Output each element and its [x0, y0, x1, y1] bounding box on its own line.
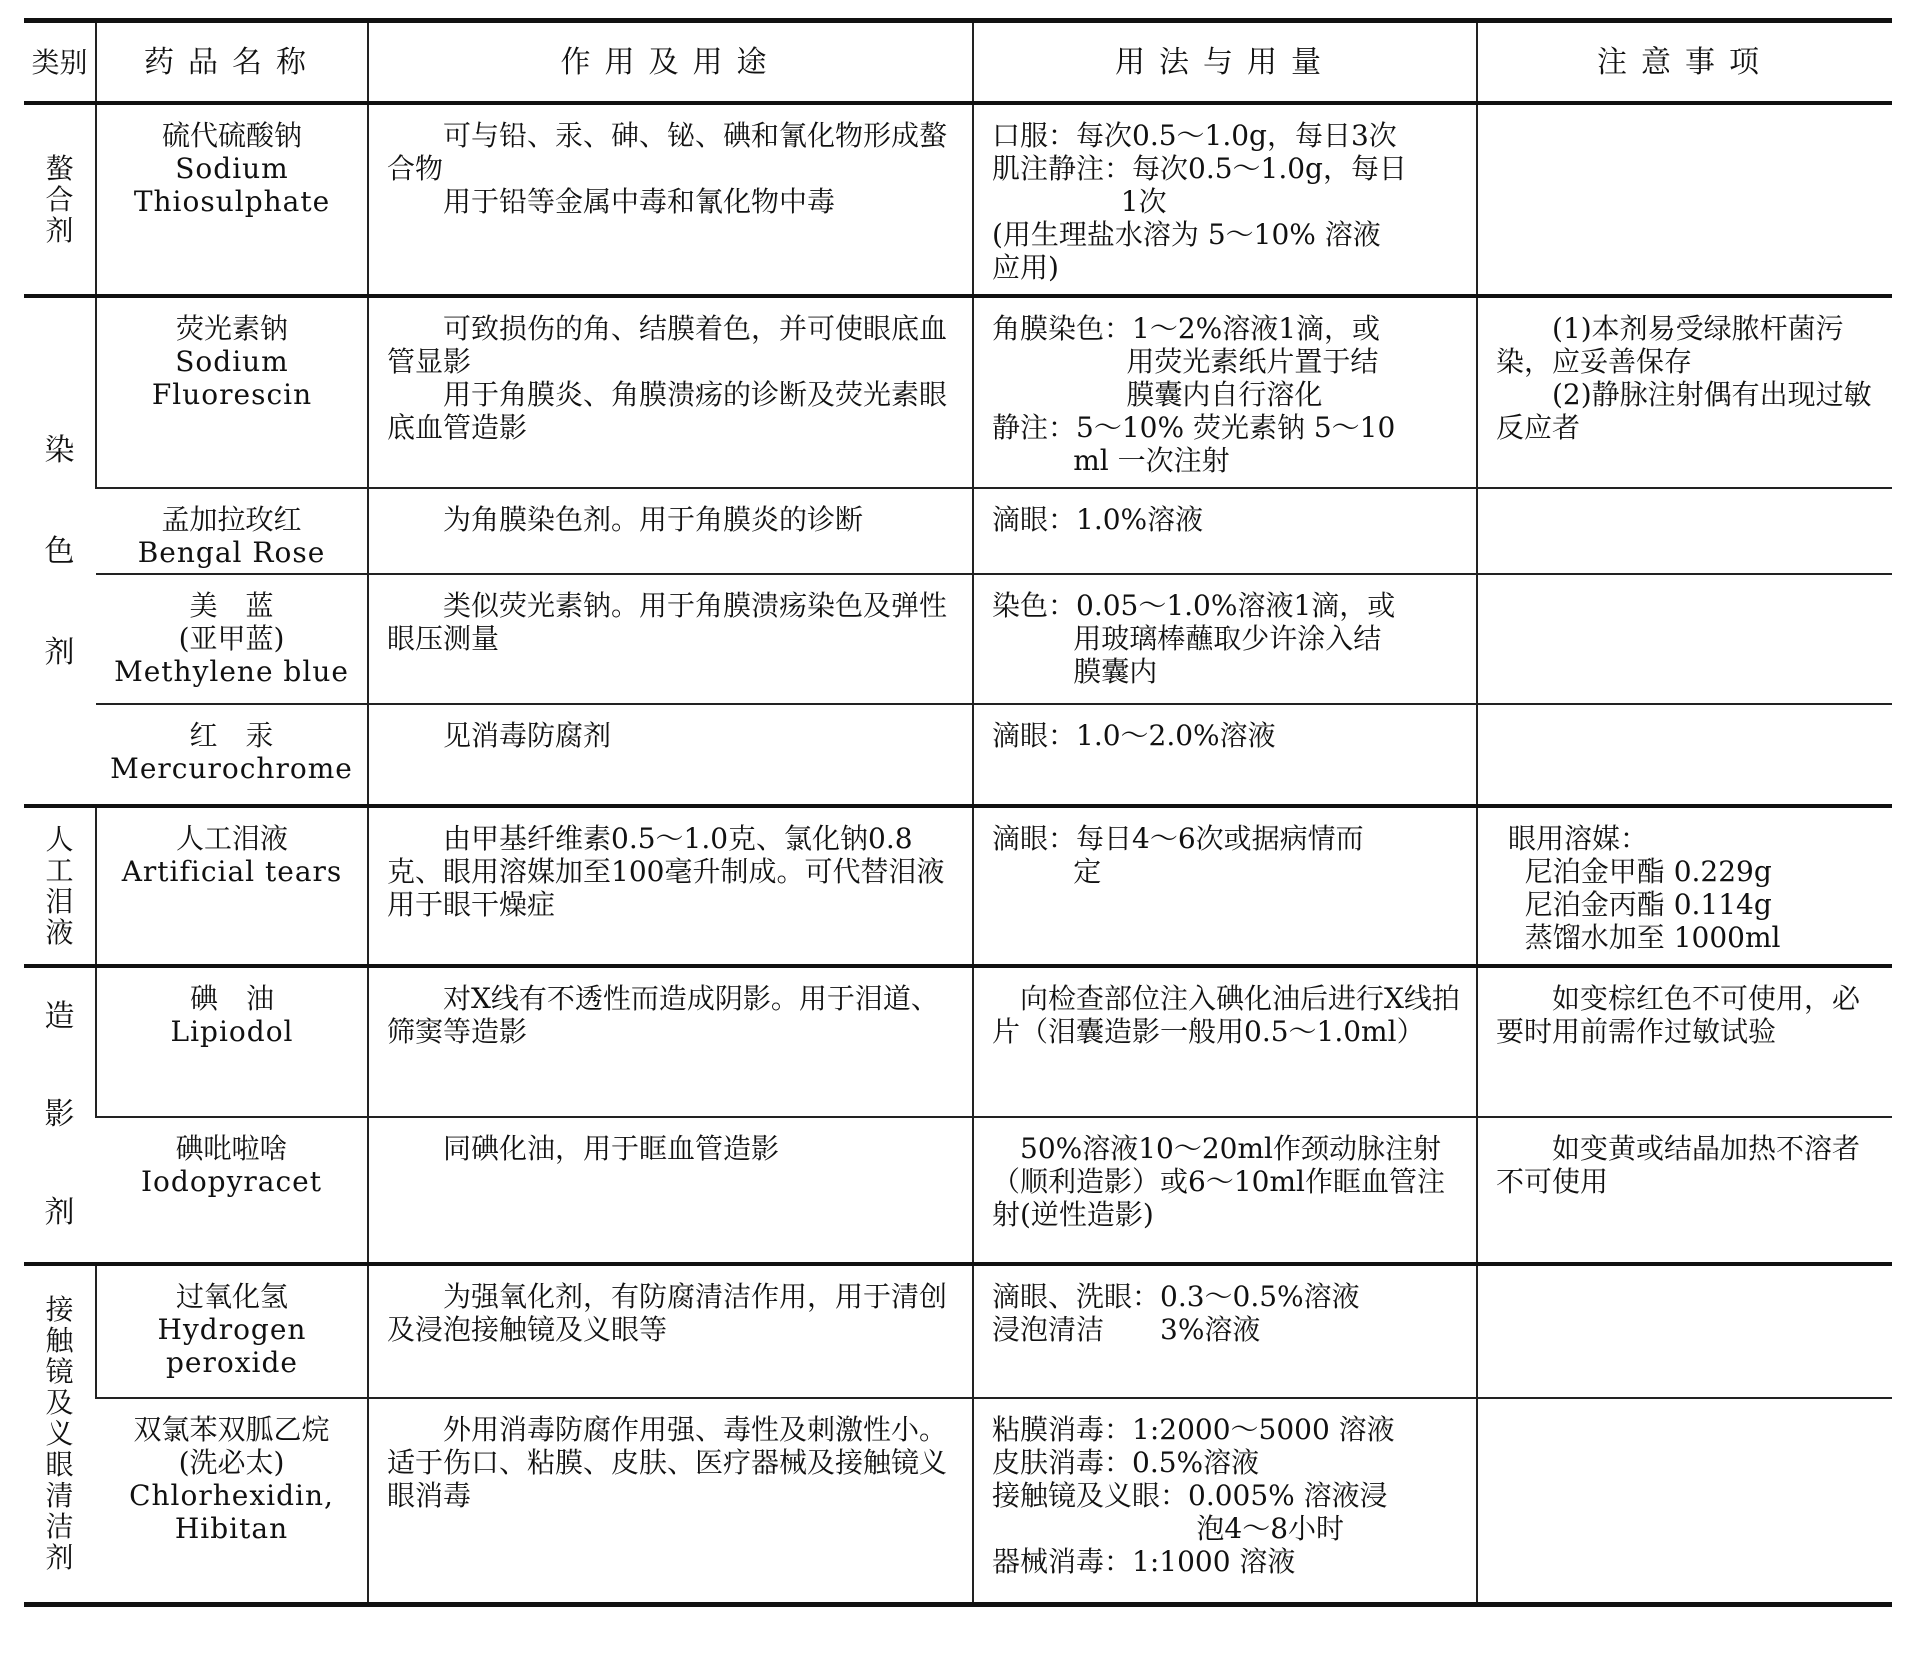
- dosage-cell: [973, 296, 1477, 488]
- drug-name-cell: [96, 1117, 368, 1264]
- action-text: 类似荧光素钠。用于角膜溃疡染色及弹性眼压测量: [387, 589, 948, 655]
- action-cell: [368, 488, 973, 574]
- category-glyph: 泪: [45, 885, 74, 918]
- action-cell: [368, 704, 973, 806]
- category-glyph: 液: [45, 916, 74, 949]
- drug-name-cell: [96, 806, 368, 966]
- dosage-text: 滴眼：1.0～2.0%溶液: [992, 719, 1276, 752]
- table-row: [24, 1264, 1892, 1398]
- action-text: 用于铅等金属中毒和氰化物中毒: [443, 185, 836, 218]
- table-row: [24, 704, 1892, 806]
- group-lens-cleaning-agents: [24, 1264, 1892, 1604]
- category-glyph: 镜: [45, 1355, 74, 1389]
- category-glyph: 螯: [45, 152, 74, 185]
- dosage-text: 滴眼：1.0%溶液: [992, 503, 1204, 536]
- category-glyph: 洁: [45, 1510, 74, 1544]
- header-drug-name: 药品名称: [96, 21, 368, 104]
- dosage-text: 膜囊内: [1073, 655, 1158, 688]
- drug-name-alias: (洗必太): [178, 1446, 285, 1479]
- dosage-cell: [973, 488, 1477, 574]
- dosage-text: 泡4～8小时: [1196, 1512, 1345, 1545]
- category-glyph: 染: [44, 432, 75, 468]
- dosage-text: 器械消毒：1:1000 溶液: [992, 1545, 1296, 1578]
- dosage-text: 染色：0.05～1.0%溶液1滴，或: [992, 589, 1396, 622]
- action-text: 为角膜染色剂。用于角膜炎的诊断: [443, 503, 864, 536]
- drug-name-en: Bengal Rose: [137, 536, 326, 569]
- drug-name-cn: 过氧化氢: [175, 1280, 288, 1313]
- header-dosage: 用法与用量: [973, 21, 1477, 104]
- header-action-use: 作用及用途: [368, 21, 973, 104]
- dosage-cell: [973, 1398, 1477, 1604]
- category-cell: [24, 103, 96, 296]
- dosage-text: ml 一次注射: [1073, 444, 1230, 477]
- table-row: [24, 296, 1892, 488]
- dosage-text: 口服：每次0.5～1.0g，每日3次: [992, 119, 1397, 152]
- table-row: [24, 488, 1892, 574]
- category-glyph: 影: [44, 1097, 75, 1132]
- drug-name-en: Mercurochrome: [110, 752, 353, 785]
- notes-cell: [1477, 966, 1892, 1117]
- table-row: [24, 103, 1892, 296]
- drug-name-cell: [96, 574, 368, 704]
- drug-name-en: Methylene blue: [114, 655, 349, 688]
- notes-cell: [1477, 806, 1892, 966]
- action-text: 对X线有不透性而造成阴影。用于泪道、筛窦等造影: [387, 982, 939, 1048]
- category-cell: [24, 806, 96, 966]
- dosage-text: 滴眼、洗眼：0.3～0.5%溶液: [992, 1280, 1360, 1313]
- drug-name-cell: [96, 1398, 368, 1604]
- notes-text: 尼泊金丙酯 0.114g: [1524, 888, 1772, 921]
- category-label: [24, 400, 95, 703]
- drug-table-page: [24, 18, 1892, 1638]
- action-cell: [368, 1398, 973, 1604]
- action-cell: [368, 966, 973, 1117]
- category-glyph: 眼: [45, 1448, 74, 1482]
- dosage-text: 用玻璃棒蘸取少许涂入结: [1073, 622, 1382, 655]
- category-cell: [24, 966, 96, 1264]
- action-cell: [368, 1117, 973, 1264]
- dosage-text: 粘膜消毒：1:2000～5000 溶液: [992, 1413, 1395, 1446]
- table-row: [24, 574, 1892, 704]
- category-glyph: 造: [44, 999, 75, 1034]
- dosage-text: 滴眼：每日4～6次或据病情而: [992, 822, 1364, 855]
- category-label: [24, 968, 95, 1262]
- drug-name-cn: 碘 油: [189, 982, 274, 1015]
- drug-name-en: Fluorescin: [151, 378, 313, 411]
- table-row: [24, 1398, 1892, 1604]
- notes-cell: [1477, 103, 1892, 296]
- dosage-text: 接触镜及义眼：0.005% 溶液浸: [992, 1479, 1388, 1512]
- drug-name-en: Lipiodol: [170, 1015, 294, 1048]
- table-row: [24, 806, 1892, 966]
- category-glyph: 及: [45, 1386, 74, 1420]
- dosage-text: 皮肤消毒：0.5%溶液: [992, 1446, 1260, 1479]
- notes-text: 如变黄或结晶加热不溶者不可使用: [1496, 1132, 1861, 1199]
- group-chelating-agents: [24, 103, 1892, 296]
- dosage-cell: [973, 704, 1477, 806]
- drug-name-alias: (亚甲蓝): [178, 622, 285, 655]
- drug-name-en: Thiosulphate: [133, 185, 331, 218]
- notes-text: (1)本剂易受绿脓杆菌污染，应妥善保存: [1496, 312, 1844, 378]
- category-label: [24, 153, 95, 246]
- notes-cell: [1477, 574, 1892, 704]
- dosage-cell: [973, 806, 1477, 966]
- dosage-cell: [973, 103, 1477, 296]
- category-label: [24, 1294, 95, 1573]
- action-cell: [368, 806, 973, 966]
- category-glyph: 义: [45, 1417, 74, 1451]
- drug-name-en: Hydrogen: [157, 1313, 307, 1346]
- category-glyph: 剂: [45, 1541, 74, 1575]
- category-glyph: 工: [45, 854, 74, 887]
- action-text: 见消毒防腐剂: [443, 719, 612, 752]
- action-text: 由甲基纤维素0.5～1.0克、氯化钠0.8克、眼用溶媒加至100毫升制成。可代替泪液用于眼干燥症: [387, 822, 945, 921]
- drug-name-cn: 人工泪液: [175, 822, 288, 855]
- action-cell: [368, 1264, 973, 1398]
- table-row: [24, 1117, 1892, 1264]
- drug-name-cn: 荧光素钠: [175, 312, 288, 345]
- category-glyph: 合: [45, 183, 74, 216]
- dosage-text: 浸泡清洁 3%溶液: [992, 1313, 1261, 1346]
- dosage-text: 肌注静注：每次0.5～1.0g，每日: [992, 152, 1407, 185]
- group-artificial-tears: [24, 806, 1892, 966]
- action-cell: [368, 103, 973, 296]
- dosage-text: 静注：5～10% 荧光素钠 5～10: [992, 411, 1396, 444]
- dosage-cell: [973, 1264, 1477, 1398]
- drug-table: [24, 18, 1892, 1607]
- dosage-text: 定: [1073, 855, 1102, 888]
- drug-name-cell: [96, 103, 368, 296]
- drug-name-en: Artificial tears: [121, 855, 343, 888]
- drug-name-en: Sodium: [175, 152, 289, 185]
- dosage-text: 用荧光素纸片置于结: [1126, 345, 1379, 378]
- notes-cell: [1477, 704, 1892, 806]
- notes-cell: [1477, 1264, 1892, 1398]
- category-glyph: 人: [45, 823, 74, 856]
- table-header: [24, 21, 1892, 104]
- dosage-cell: [973, 966, 1477, 1117]
- group-contrast-agents: [24, 966, 1892, 1264]
- category-glyph: 清: [45, 1479, 74, 1513]
- notes-text: (2)静脉注射偶有出现过敏反应者: [1496, 378, 1872, 444]
- dosage-text: (用生理盐水溶为 5～10% 溶液: [992, 218, 1381, 251]
- drug-name-cn: 孟加拉玫红: [161, 503, 302, 536]
- header-category: 类别: [31, 45, 88, 79]
- drug-name-en: Chlorhexidin,: [129, 1479, 334, 1512]
- header-notes: 注意事项: [1477, 21, 1892, 104]
- dosage-text: 角膜染色：1～2%溶液1滴，或: [992, 312, 1381, 345]
- drug-name-cn: 双氯苯双胍乙烷: [133, 1413, 330, 1446]
- notes-text: 尼泊金甲酯 0.229g: [1524, 855, 1772, 888]
- drug-name-en: Hibitan: [174, 1512, 289, 1545]
- category-cell: [24, 296, 96, 806]
- notes-text: 如变棕红色不可使用，必要时用前需作过敏试验: [1496, 982, 1861, 1048]
- group-staining-agents: [24, 296, 1892, 806]
- action-cell: [368, 296, 973, 488]
- drug-name-cn: 碘吡啦啥: [175, 1132, 288, 1166]
- action-text: 为强氧化剂，有防腐清洁作用，用于清创及浸泡接触镜及义眼等: [387, 1280, 948, 1346]
- category-cell: [24, 1264, 96, 1604]
- action-text: 可致损伤的角、结膜着色，并可使眼底血管显影: [387, 312, 948, 378]
- action-text: 用于角膜炎、角膜溃疡的诊断及荧光素眼底血管造影: [387, 378, 948, 444]
- drug-name-en: Iodopyracet: [140, 1165, 323, 1199]
- drug-name-cell: [96, 966, 368, 1117]
- dosage-text: 向检查部位注入碘化油后进行X线拍片（泪囊造影一般用0.5～1.0ml）: [992, 982, 1460, 1048]
- drug-name-cell: [96, 296, 368, 488]
- category-glyph: 色: [44, 533, 75, 569]
- drug-name-en: peroxide: [166, 1346, 298, 1379]
- action-text: 可与铅、汞、砷、铋、碘和氰化物形成螯合物: [387, 119, 948, 185]
- dosage-cell: [973, 1117, 1477, 1264]
- category-label: [24, 824, 95, 948]
- action-cell: [368, 574, 973, 704]
- dosage-cell: [973, 574, 1477, 704]
- drug-name-cell: [96, 488, 368, 574]
- category-glyph: 剂: [44, 1195, 75, 1230]
- dosage-text: 应用): [992, 251, 1059, 284]
- action-text: 同碘化油，用于眶血管造影: [443, 1132, 780, 1166]
- dosage-text: 1次: [1120, 185, 1167, 218]
- dosage-text: 50%溶液10～20ml作颈动脉注射（顺利造影）或6～10ml作眶血管注射(逆性造影): [992, 1132, 1445, 1232]
- notes-cell: [1477, 296, 1892, 488]
- notes-cell: [1477, 488, 1892, 574]
- action-text: 外用消毒防腐作用强、毒性及刺激性小。适于伤口、粘膜、皮肤、医疗器械及接触镜义眼消毒: [387, 1413, 948, 1512]
- drug-name-cn: 红 汞: [189, 719, 274, 752]
- notes-text: 眼用溶媒：: [1508, 822, 1649, 855]
- category-glyph: 剂: [45, 214, 74, 247]
- drug-name-en: Sodium: [175, 345, 289, 378]
- notes-text: 蒸馏水加至 1000ml: [1524, 921, 1781, 954]
- drug-name-cn: 硫代硫酸钠: [161, 119, 302, 152]
- drug-name-cell: [96, 704, 368, 806]
- dosage-text: 膜囊内自行溶化: [1126, 378, 1323, 411]
- drug-name-cell: [96, 1264, 368, 1398]
- drug-name-cn: 美 蓝: [189, 589, 274, 622]
- category-glyph: 剂: [44, 634, 75, 670]
- category-glyph: 接: [45, 1293, 74, 1327]
- category-glyph: 触: [45, 1324, 74, 1358]
- notes-cell: [1477, 1117, 1892, 1264]
- notes-cell: [1477, 1398, 1892, 1604]
- table-row: [24, 966, 1892, 1117]
